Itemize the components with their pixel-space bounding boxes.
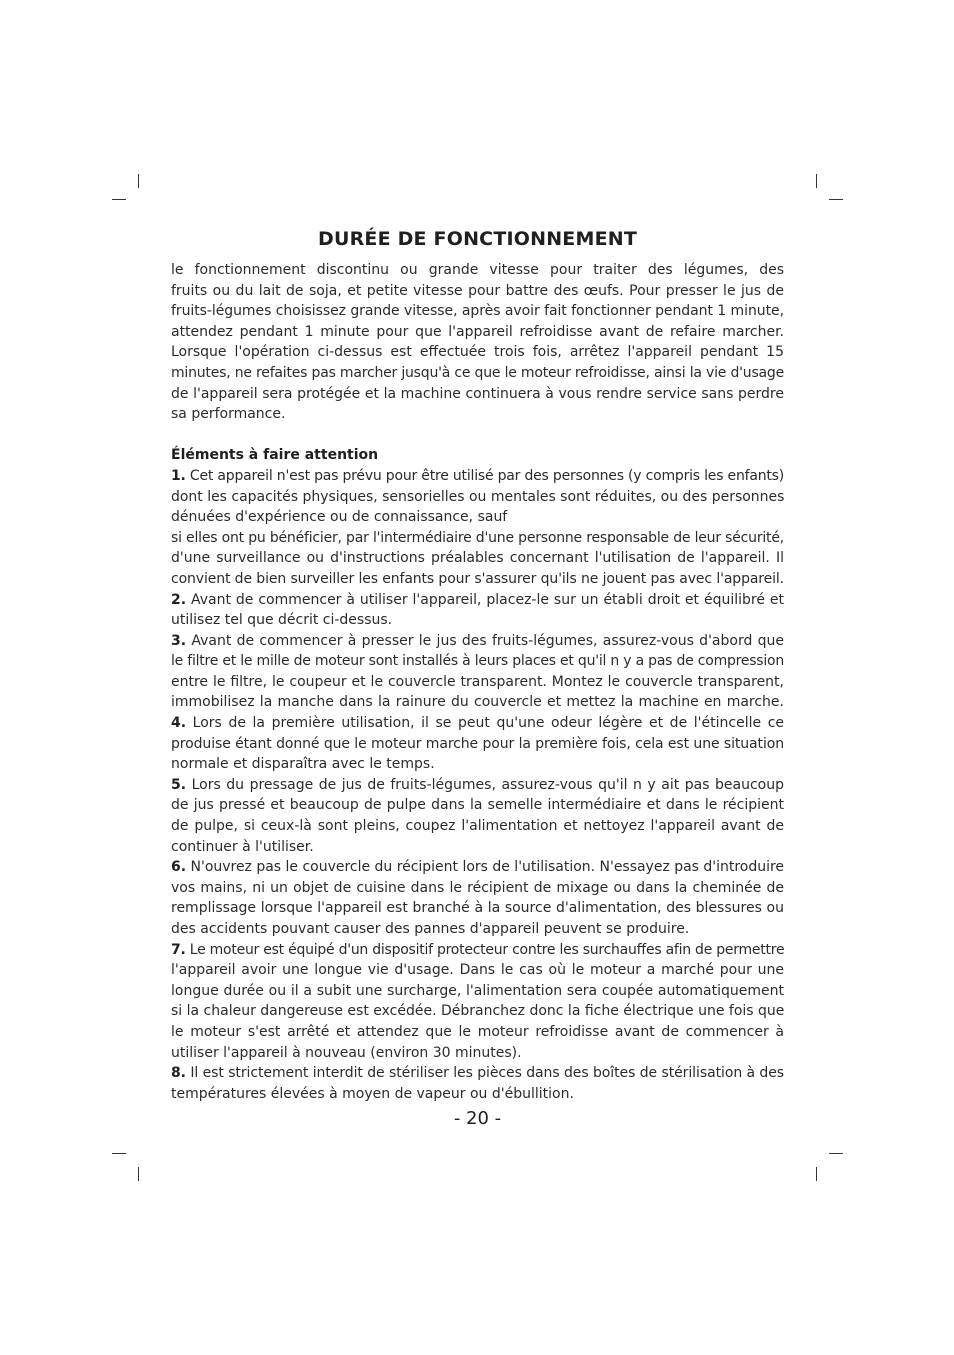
- list-item-line: le moteur s'est arrêté et attendez que le moteur refroidisse avant de commencer à: [171, 1023, 784, 1040]
- intro-line: Lorsque l'opération ci-dessus est effectuée trois fois, arrêtez l'appareil pendant 15: [171, 344, 784, 361]
- item-number: 8.: [171, 1065, 186, 1082]
- crop-mark-bottom-right-vertical: [816, 1167, 817, 1181]
- list-item-line: convient de bien surveiller les enfants pour s'assurer qu'ils ne jouent pas avec l'appareil.: [171, 570, 784, 587]
- list-item-line: longue durée ou il a subit une surcharge, l'alimentation sera coupée automatiquement: [171, 982, 784, 999]
- intro-line: fruits ou du lait de soja, et petite vitesse pour battre des œufs. Pour presser le jus de: [171, 282, 784, 299]
- crop-mark-top-left-horizontal: [112, 199, 126, 200]
- list-item-line: 5. Lors du pressage de jus de fruits-légumes, assurez-vous qu'il n y ait pas beaucoup: [171, 776, 784, 793]
- crop-mark-bottom-right-horizontal: [829, 1153, 843, 1154]
- list-item-line: 6. N'ouvrez pas le couvercle du récipient lors de l'utilisation. N'essayez pas d'introduire: [171, 859, 784, 876]
- item-number: 3.: [171, 632, 187, 649]
- crop-mark-top-right-vertical: [816, 174, 817, 188]
- item-number: 2.: [171, 591, 187, 608]
- list-item-line: 1. Cet appareil n'est pas prévu pour être utilisé par des personnes (y compris les enfants): [171, 467, 784, 484]
- list-item-line: dont les capacités physiques, sensorielles ou mentales sont réduites, ou des personnes: [171, 488, 785, 505]
- item-number: 7.: [171, 941, 186, 958]
- list-item-line: normale et disparaîtra avec le temps.: [171, 756, 435, 773]
- list-item-line: si la chaleur dangereuse est excédée. Débranchez donc la fiche électrique une fois que: [171, 1003, 785, 1020]
- item-number: 5.: [171, 776, 187, 793]
- list-item-line: utilisez tel que décrit ci-dessus.: [171, 612, 393, 629]
- list-item-line: 3. Avant de commencer à presser le jus des fruits-légumes, assurez-vous d'abord que: [171, 632, 784, 649]
- list-item-line: vos mains, ni un objet de cuisine dans le récipient de mixage ou dans la cheminée de: [171, 879, 784, 896]
- list-item-line: des accidents pouvant causer des pannes d'appareil peuvent se produire.: [171, 921, 690, 937]
- list-item-line: immobilisez la manche dans la rainure du couvercle et mettez la machine en marche.: [171, 694, 784, 711]
- crop-mark-top-left-vertical: [138, 174, 139, 188]
- list-item-line: températures élevées à moyen de vapeur ou d'ébullition.: [171, 1085, 574, 1102]
- list-item-line: produise étant donné que le moteur marche pour la première fois, cela est une situation: [171, 735, 784, 752]
- intro-line: le fonctionnement discontinu ou grande vitesse pour traiter des légumes, des: [171, 262, 784, 278]
- intro-line: attendez pendant 1 minute pour que l'appareil refroidisse avant de refaire marcher.: [171, 323, 784, 340]
- item-number: 4.: [171, 715, 187, 732]
- list-item-line: l'appareil avoir une longue vie d'usage. Dans le cas où le moteur a marché pour une: [171, 962, 784, 979]
- item-number: 6.: [171, 859, 187, 876]
- list-item-line: si elles ont pu bénéficier, par l'intermédiaire d'une personne responsable de leur sécurité,: [171, 529, 784, 546]
- list-item-line: 4. Lors de la première utilisation, il se peut qu'une odeur légère et de l'étincelle ce: [171, 715, 785, 732]
- list-item-line: dénuées d'expérience ou de connaissance, sauf: [171, 509, 508, 526]
- intro-line: sa performance.: [171, 406, 286, 423]
- crop-mark-bottom-left-horizontal: [112, 1153, 126, 1154]
- list-item-line: utiliser l'appareil à nouveau (environ 30 minutes).: [171, 1044, 522, 1061]
- paragraph-gap: [171, 425, 784, 446]
- list-item-line: entre le filtre, le coupeur et le couvercle transparent. Montez le couvercle transparent,: [171, 673, 784, 690]
- page-number: - 20 -: [453, 1108, 502, 1129]
- list-item-line: continuer à l'utiliser.: [171, 838, 314, 855]
- list-item-line: 7. Le moteur est équipé d'un dispositif protecteur contre les surchauffes afin de permettre: [171, 941, 785, 958]
- intro-line: fruits-légumes choisissez grande vitesse, après avoir fait fonctionner pendant 1 minute,: [171, 303, 784, 320]
- intro-line: minutes, ne refaites pas marcher jusqu'à ce que le moteur refroidisse, ainsi la vie d'usage: [171, 364, 784, 381]
- list-item-line: d'une surveillance ou d'instructions préalables concernant l'utilisation de l'appareil. Il: [171, 550, 784, 567]
- list-item-line: 8. Il est strictement interdit de stériliser les pièces dans des boîtes de stérilisation à des: [171, 1065, 785, 1082]
- list-item-line: le filtre et le mille de moteur sont installés à leurs places et qu'il n y a pas de compression: [171, 653, 784, 670]
- crop-mark-bottom-left-vertical: [138, 1167, 139, 1181]
- list-item-line: remplissage lorsque l'appareil est branché à la source d'alimentation, des blessures ou: [171, 900, 784, 917]
- section-subtitle: Éléments à faire attention: [171, 447, 379, 464]
- list-item-line: 2. Avant de commencer à utiliser l'appareil, placez-le sur un établi droit et équilibré et: [171, 591, 784, 608]
- intro-line: de l'appareil sera protégée et la machine continuera à vous rendre service sans perdre: [171, 385, 784, 402]
- crop-mark-top-right-horizontal: [829, 199, 843, 200]
- page-title: DURÉE DE FONCTIONNEMENT: [317, 228, 638, 250]
- list-item-line: de pulpe, si ceux-là sont pleins, coupez l'alimentation et nettoyez l'appareil avant de: [171, 818, 784, 835]
- list-item-line: de jus pressé et beaucoup de pulpe dans la semelle intermédiaire et dans le récipient: [171, 797, 784, 814]
- item-number: 1.: [171, 467, 186, 484]
- body-text: [171, 260, 784, 1104]
